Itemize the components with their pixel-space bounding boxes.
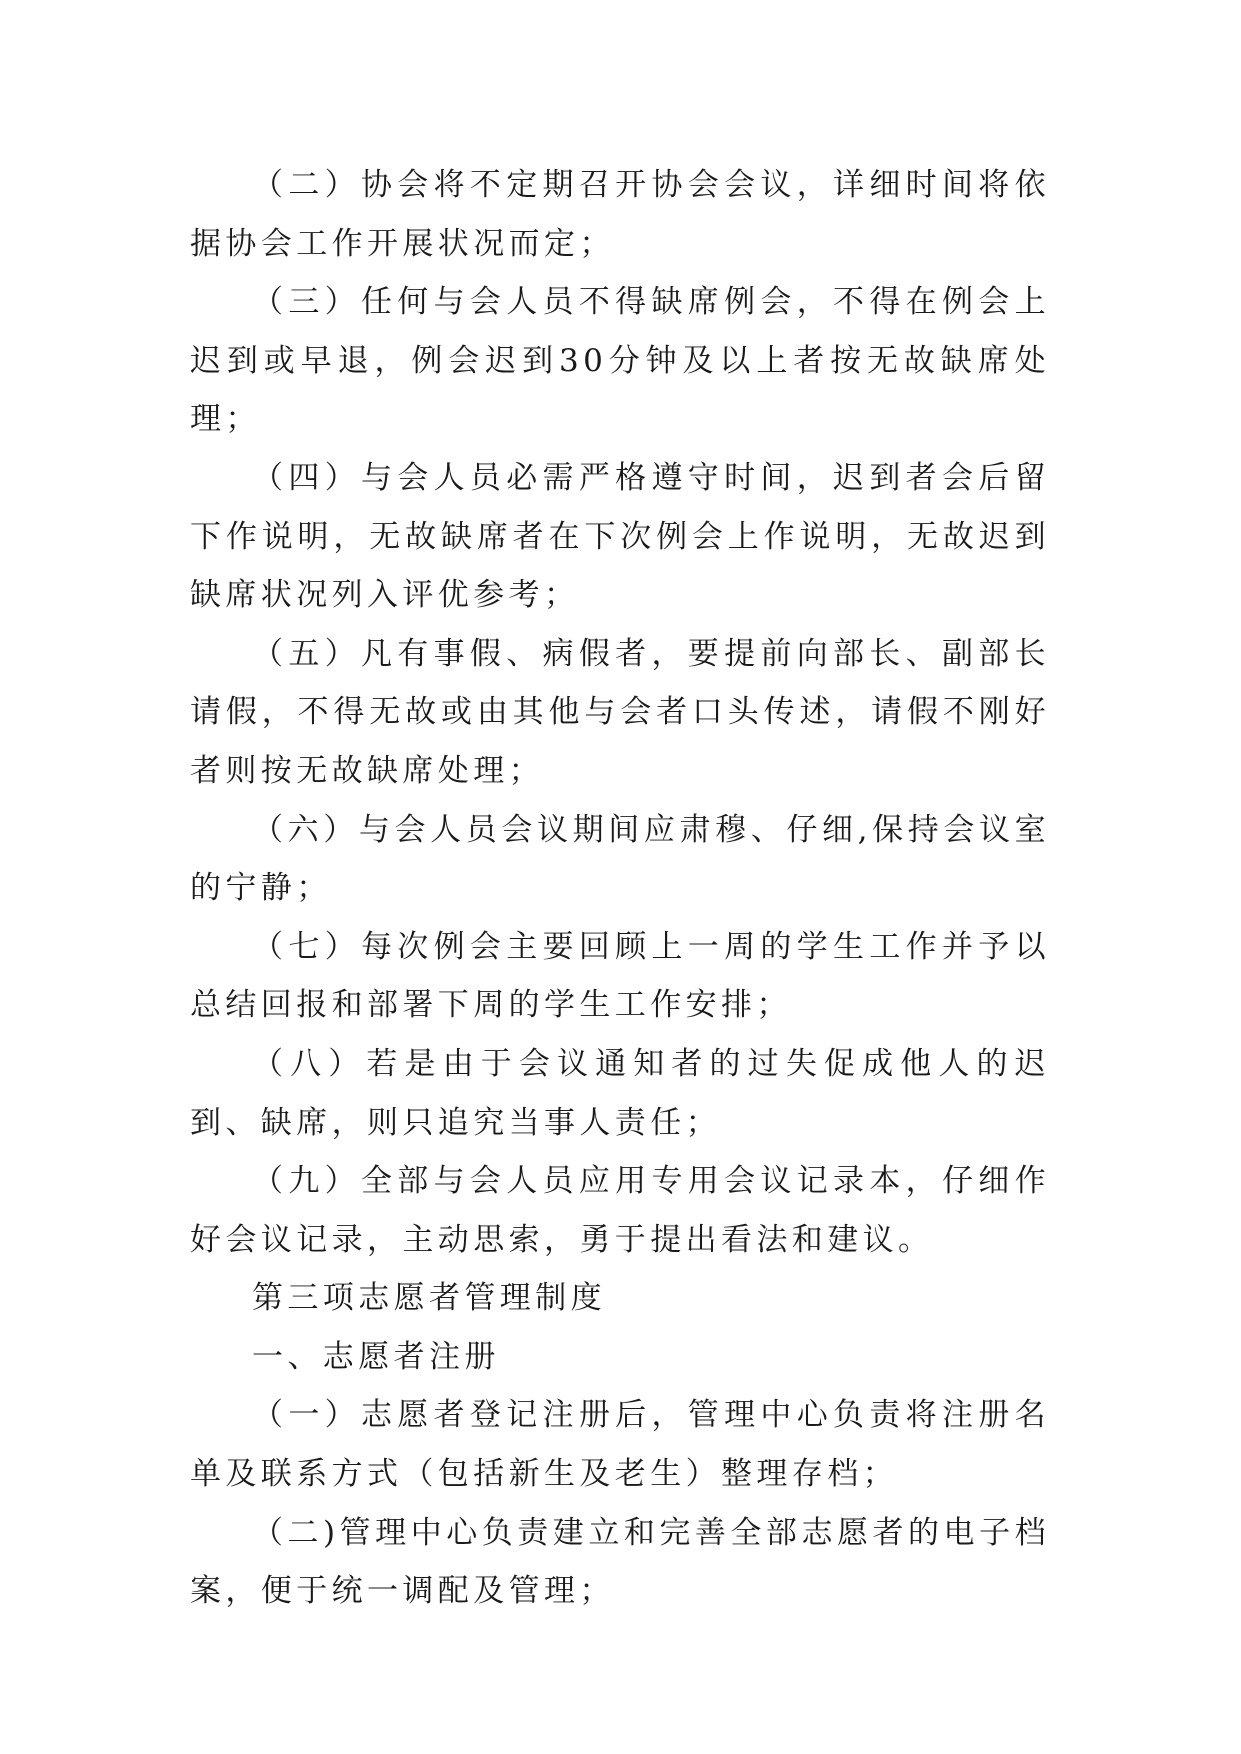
paragraph-clause-6: （六）与会人员会议期间应肃穆、仔细,保持会议室的宁静； <box>190 811 1050 907</box>
paragraph-clause-9: （九）全部与会人员应用专用会议记录本，仔细作好会议记录，主动思索，勇于提出看法和建议。 <box>190 1163 1050 1258</box>
paragraph-clause-2: （二）协会将不定期召开协会会议，详细时间将依据协会工作开展状况而定； <box>190 167 1050 262</box>
document-body <box>190 156 1050 1621</box>
paragraph-clause-7: （七）每次例会主要回顾上一周的学生工作并予以总结回报和部署下周的学生工作安排； <box>190 928 1050 1024</box>
section-heading: 第三项志愿者管理制度 <box>252 1280 606 1317</box>
subsection-heading: 一、志愿者注册 <box>252 1338 500 1375</box>
paragraph-clause-4: （四）与会人员必需严格遵守时间，迟到者会后留下作说明，无故缺席者在下次例会上作说明，无故迟到缺席状况列入评优参考； <box>190 459 1050 614</box>
paragraph-clause-8: （八）若是由于会议通知者的过失促成他人的迟到、缺席，则只追究当事人责任； <box>190 1045 1050 1141</box>
paragraph-clause-5: （五）凡有事假、病假者，要提前向部长、副部长请假，不得无故或由其他与会者口头传述，请假不刚好者则按无故缺席处理； <box>190 635 1050 789</box>
paragraph-registration-1: （一）志愿者登记注册后，管理中心负责将注册名单及联系方式（包括新生及老生）整理存档； <box>190 1397 1050 1493</box>
paragraph-clause-3: （三）任何与会人员不得缺席例会，不得在例会上迟到或早退，例会迟到30分钟及以上者按无故缺席处理； <box>190 284 1050 438</box>
paragraph-registration-2: （二)管理中心负责建立和完善全部志愿者的电子档案，便于统一调配及管理； <box>190 1514 1050 1610</box>
